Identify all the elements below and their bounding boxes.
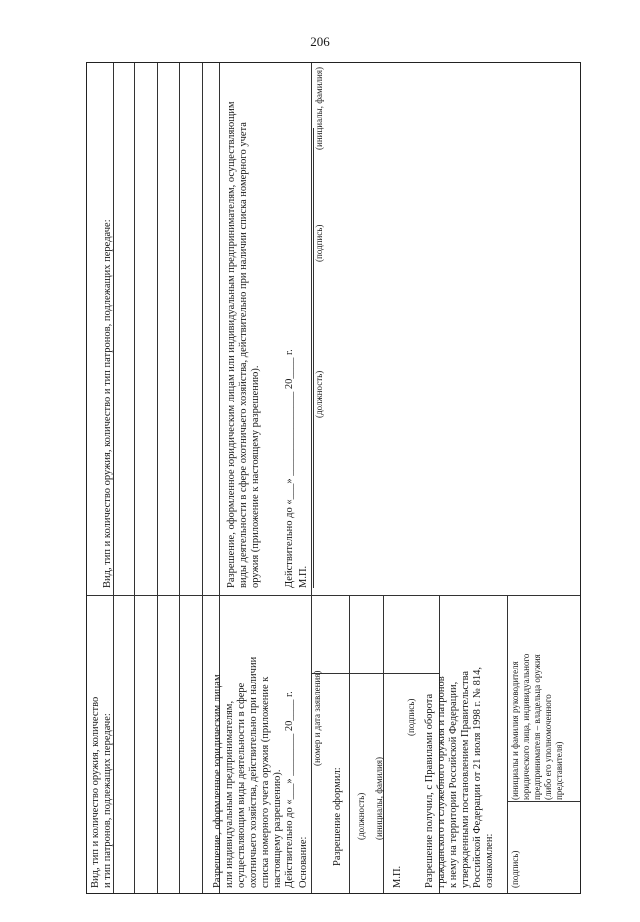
table-row-line	[157, 63, 158, 893]
permit-top-signature-caption: (подпись)	[314, 224, 324, 262]
cell-divider	[311, 673, 439, 674]
permit-bottom-text-line3: осуществляющим виды деятельности в сфере	[236, 682, 247, 888]
permit-top-position-caption: (должность)	[314, 370, 324, 418]
head-caption-line1: (инициалы и фамилия руководителя	[510, 661, 520, 800]
cell-divider	[383, 595, 384, 893]
permit-top-text-line1: Разрешение, оформленное юридическим лицам или индивидуальным предпринимателям, осуществляющим	[226, 101, 237, 588]
table-row-line	[179, 63, 180, 893]
permit-top-text-line3: оружия (приложение к настоящему разрешению).	[250, 365, 261, 588]
head-caption-line5: представителя)	[554, 741, 564, 800]
permit-bottom-name-caption: (инициалы, фамилия)	[374, 757, 384, 840]
permit-top-name-caption: (инициалы, фамилия)	[314, 67, 324, 150]
received-line1: Разрешение получил, с Правилами оборота	[424, 693, 435, 888]
cell-divider	[349, 595, 350, 893]
permit-top-valid-until: Действительно до «___» ________________ 20____ г.	[284, 349, 295, 588]
page-number: 206	[310, 34, 330, 49]
table-row-line	[134, 63, 135, 893]
head-caption-line3: предпринимателя – владельца оружия	[532, 654, 542, 800]
permit-bottom-basis-caption: (номер и дата заявления)	[312, 670, 322, 766]
permit-bottom-text-line5: списка номерного учета оружия (приложение к	[260, 676, 271, 888]
permit-bottom-text-line4: охотничьего хозяйства, действительно при наличии	[248, 656, 259, 888]
received-line2: гражданского и служебного оружия и патронов	[436, 676, 447, 888]
permit-bottom-text-line2: или индивидуальным предпринимателям,	[224, 700, 235, 888]
cell-divider	[507, 595, 508, 893]
permit-bottom-signature-caption: (подпись)	[406, 698, 416, 736]
received-line3: к нему на территории Российской Федерации,	[448, 681, 459, 888]
permit-bottom-text-line6: настоящему разрешению).	[272, 769, 283, 888]
permit-top-stamp-place: М.П.	[298, 565, 309, 588]
table-row-line	[202, 63, 203, 893]
permit-top-text-line2: виды деятельности в сфере охотничьего хозяйства, действительно при наличии списка номерного учета	[238, 122, 249, 588]
head-caption-line4: (либо его уполномоченного	[543, 694, 553, 800]
received-line5: Российской Федерации от 21 июля 1998 г. № 814,	[472, 667, 483, 888]
permit-bottom-stamp-place: М.П.	[392, 865, 403, 888]
permit-block-divider	[311, 63, 312, 893]
signature-caption-2: (подпись)	[510, 850, 520, 888]
weapons-title-bottom-line2: и тип патронов, подлежащих передаче:	[102, 713, 113, 888]
permit-bottom-position-caption: (должность)	[356, 792, 366, 840]
permit-bottom-valid-until: Действительно до «___» ________ 20____ г.	[284, 691, 295, 888]
permit-bottom-issued-label: Разрешение оформил:	[332, 767, 343, 866]
permit-bottom-text-line1: Разрешение, оформленное юридическим лицам	[212, 674, 223, 888]
permit-top-divider	[313, 128, 314, 588]
permit-bottom-basis-label: Основание:	[298, 836, 309, 888]
weapons-title-top: Вид, тип и количество оружия, количество и тип патронов, подлежащих передаче:	[102, 219, 113, 588]
received-line4: утвержденными постановлением Правительства	[460, 670, 471, 888]
weapons-title-bottom-line1: Вид, тип и количество оружия, количество	[90, 696, 101, 888]
received-line6: ознакомлен:	[484, 833, 495, 888]
head-caption-line2: юридического лица, индивидуального	[521, 653, 531, 800]
cell-divider	[507, 801, 580, 802]
